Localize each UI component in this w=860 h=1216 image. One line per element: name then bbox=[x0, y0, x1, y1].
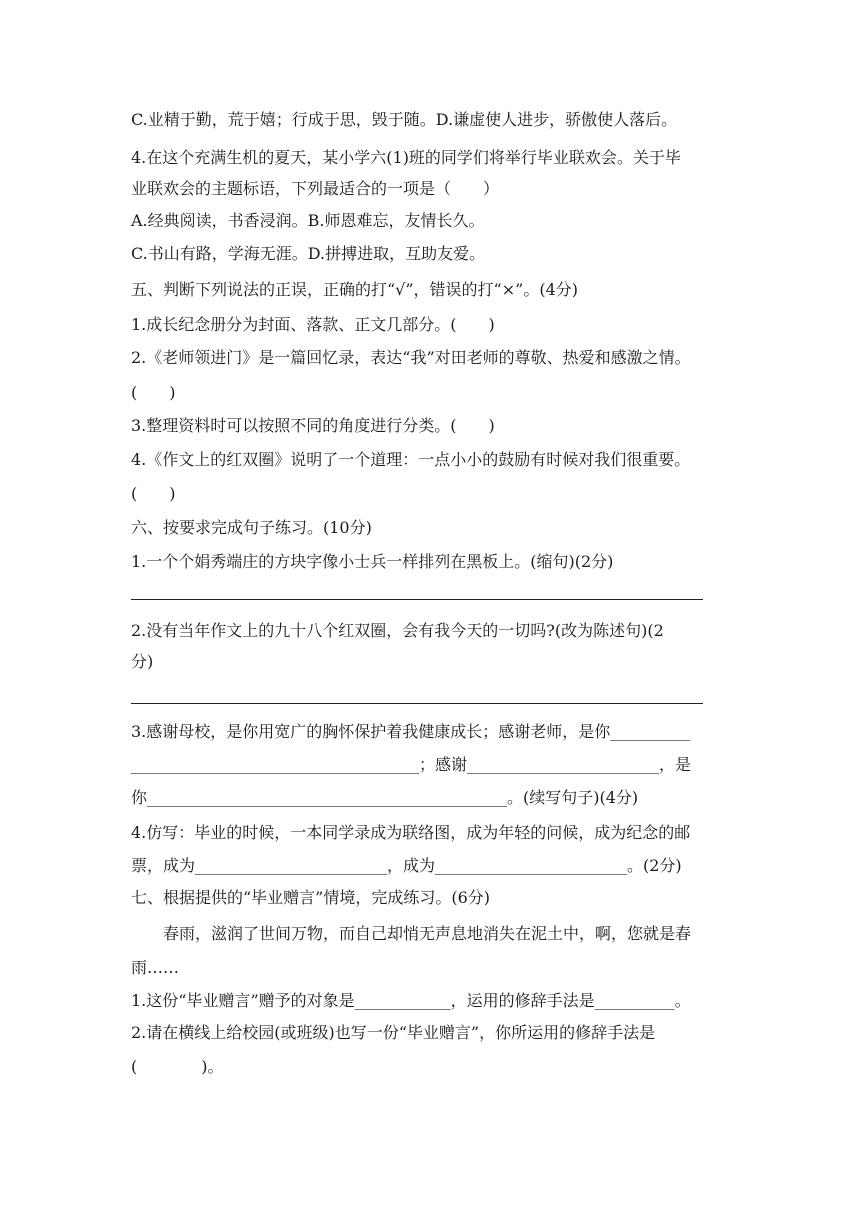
option-line-c-d: C.业精于勤，荒于嬉；行成于思，毁于随。D.谦虚使人进步，骄傲使人落后。 bbox=[131, 110, 678, 129]
judge-item-2-bracket: ( ) bbox=[131, 383, 176, 402]
sentence-item-2: 2.没有当年作文上的九十八个红双圈，会有我今天的一切吗?(改为陈述句)(2 bbox=[131, 621, 664, 640]
judge-item-4: 4.《作文上的红双圈》说明了一个道理：一点小小的鼓励有时候对我们很重要。 bbox=[131, 450, 691, 469]
section-7-heading: 七、根据提供的“毕业赠言”情境，完成练习。(6分) bbox=[131, 888, 491, 907]
sentence-item-1: 1.一个个娟秀端庄的方块字像小士兵一样排列在黑板上。(缩句)(2分) bbox=[131, 552, 614, 571]
sentence-item-4-cont: 票，成为________________________，成为________________________。(2分) bbox=[131, 856, 682, 875]
option-line-a-b: A.经典阅读，书香浸润。B.师恩难忘，友情长久。 bbox=[131, 211, 485, 230]
judge-item-2: 2.《老师领进门》是一篇回忆录，表达“我”对田老师的尊敬、热爱和感激之情。 bbox=[131, 348, 691, 367]
sentence-item-3-end: 你_____________________________________________。(续写句子)(4分) bbox=[131, 788, 639, 807]
judge-item-4-bracket: ( ) bbox=[131, 484, 176, 503]
question-4-line-2: 业联欢会的主题标语，下列最适合的一项是（ ） bbox=[131, 179, 500, 198]
sentence-item-3: 3.感谢母校，是你用宽广的胸怀保护着我健康成长；感谢老师，是你__________ bbox=[131, 722, 691, 741]
judge-item-3: 3.整理资料时可以按照不同的角度进行分类。( ) bbox=[131, 416, 495, 435]
sentence-item-2-cont: 分) bbox=[131, 652, 154, 671]
farewell-question-2-bracket: ( )。 bbox=[131, 1057, 224, 1076]
sentence-item-4: 4.仿写：毕业的时候，一本同学录成为联络图，成为年轻的问候，成为纪念的邮 bbox=[131, 823, 691, 842]
question-4-line-1: 4.在这个充满生机的夏天，某小学六(1)班的同学们将举行毕业联欢会。关于毕 bbox=[131, 148, 681, 167]
answer-line-2[interactable] bbox=[131, 703, 703, 704]
farewell-question-1: 1.这份“毕业赠言”赠予的对象是____________，运用的修辞手法是__________。 bbox=[131, 991, 691, 1010]
option-line-c-d-2: C.书山有路，学海无涯。D.拼搏进取，互助友爱。 bbox=[131, 244, 486, 263]
judge-item-1: 1.成长纪念册分为封面、落款、正文几部分。( ) bbox=[131, 315, 495, 334]
sentence-item-3-cont: ____________________________________；感谢________________________，是 bbox=[131, 755, 692, 774]
farewell-text-cont: 雨…… bbox=[131, 958, 180, 977]
farewell-question-2: 2.请在横线上给校园(或班级)也写一份“毕业赠言”，你所运用的修辞手法是 bbox=[131, 1023, 656, 1042]
section-6-heading: 六、按要求完成句子练习。(10分) bbox=[131, 518, 372, 537]
section-5-heading: 五、判断下列说法的正误，正确的打“√”，错误的打“×”。(4分) bbox=[131, 280, 578, 299]
answer-line-1[interactable] bbox=[131, 599, 703, 600]
farewell-text: 春雨，滋润了世间万物，而自己却悄无声息地消失在泥土中，啊，您就是春 bbox=[131, 924, 692, 943]
